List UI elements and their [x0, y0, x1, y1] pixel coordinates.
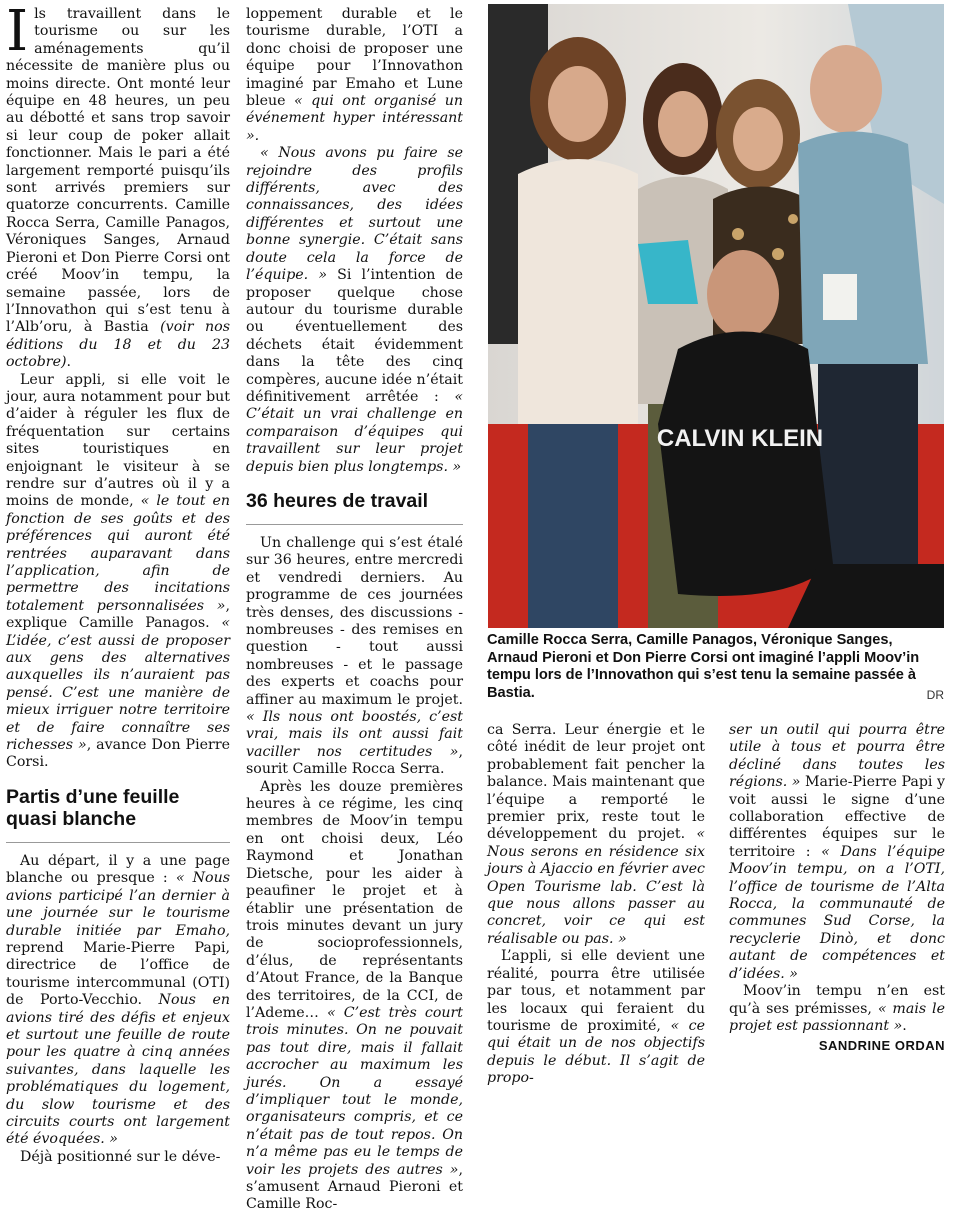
article-column-4	[729, 722, 945, 1055]
drop-cap: I	[6, 0, 29, 64]
paragraph: « Nous avons pu faire se rejoindre des profils différents, avec des connaissances, des idées différentes et surtout une bonne synergie. C’était sans doute cela la force de l’équipe. » Si l’intention de proposer quelque chose autour du tourisme durable ou éventuellement des déchets était évidemment dans la tête des cinq compères, aucune idée n’était définitivement arrêtée : « C’était un vrai challenge en comparaison d’équipes qui travaillent sur leur projet depuis bien plus longtemps. »	[246, 145, 463, 475]
paragraph: Après les douze premières heures à ce régime, les cinq membres de Moov’in tempu en ont choisi deux, Léo Raymond et Jonathan Dietsche, pour les aider à peaufiner le projet et à établir une présentation de trois minutes devant un jury de socioprofessionnels, d’élus, de représentants d’Atout France, de la Banque des territoires, de la CCI, de l’Ademe… « C’est très court trois minutes. On ne pouvait pas tout dire, mais il fallait accrocher au maximum les jurés. On a essayé d’impliquer tout le monde, organisateurs compris, et ce n’était pas de tout repos. On n’a même pas eu le temps de voir les projets des autres », s’amusent Arnaud Pieroni et Camille Roc-	[246, 778, 463, 1213]
subheading-36-heures: 36 heures de travail	[246, 490, 463, 525]
paragraph: loppement durable et le tourisme durable, l’OTI a donc choisi de proposer une équipe pour l’Innovathon imaginé par Emaho et Lune bleue « qui ont organisé un événement hyper intéressant ».	[246, 6, 463, 144]
article-column-1	[6, 0, 230, 1166]
article-column-3	[487, 722, 705, 1088]
author-signature: SANDRINE ORDAN	[818, 1038, 945, 1054]
photo-credit: DR	[926, 688, 944, 702]
team-photo	[488, 4, 944, 628]
paragraph: L’appli, si elle devient une réalité, pourra être utilisée par tous, et notamment par les locaux qui feraient du tourisme de proximité, « ce qui était un de nos objectifs depuis le début. Il s’agit de propo-	[487, 948, 705, 1087]
article-column-2	[246, 6, 463, 1214]
intro-paragraph: Ils travaillent dans le tourisme ou sur les aménagements qu’il nécessite de manière plus ou moins directe. Ont monté leur équipe en 48 heures, un peu au débotté et sans trop savoir si leur coup de poker allait fonctionner. Mais le pari a été largement remporté puisqu’ils sont arrivés premiers sur quatorze concurrents. Camille Rocca Serra, Camille Panagos, Véroniques Sanges, Arnaud Pieroni et Don Pierre Corsi ont créé Moov’in tempu, la semaine passée, lors de l’Innovathon qui s’est tenu à l’Alb’oru, à Bastia (voir nos éditions du 18 et du 23 octobre).	[6, 0, 230, 371]
paragraph: Moov’in tempu n’en est qu’à ses prémisses, « mais le projet est passionnant ».	[729, 983, 945, 1034]
paragraph: ser un outil qui pourra être utile à tous et pourra être décliné dans toutes les régions. » Marie-Pierre Papi y voit aussi le signe d’une collaboration effective de différentes équipes sur le territoire : « Dans l’équipe Moov’in tempu, on a l’OTI, l’office de tourisme de l’Alta Rocca, la communauté de communes Sud Corse, la recyclerie Dinò, et donc autant de compétences et d’idées. »	[729, 722, 945, 982]
team-photo-illustration	[488, 4, 944, 628]
paragraph: Un challenge qui s’est étalé sur 36 heures, entre mercredi et vendredi derniers. Au programme de ces journées très denses, des discussions - nombreuses - des remises en question - tout aussi nombreuses - et le passage des experts et coachs pour affiner au maximum le projet. « Ils nous ont boostés, c’est vrai, mais ils ont aussi fait vaciller nos certitudes », sourit Camille Rocca Serra.	[246, 534, 463, 778]
paragraph: ca Serra. Leur énergie et le côté inédit de leur projet ont probablement fait pencher la balance. Mais maintenant que l’équipe a remporté le premier prix, reste tout le développement du projet. « Nous serons en résidence six jours à Ajaccio en février avec Open Tourisme lab. C’est là que nous allons passer au concret, voir ce qui est réalisable ou pas. »	[487, 722, 705, 947]
paragraph: Au départ, il y a une page blanche ou presque : « Nous avions participé l’an dernier à une journée sur le tourisme durable initiée par Emaho, reprend Marie-Pierre Papi, directrice de l’office de tourisme intercommunal (OTI) de Porto-Vecchio. Nous en avions tiré des défis et enjeux et surtout une feuille de route pour les quatre à cinq années suivantes, dans laquelle les problématiques du logement, du slow tourisme et des circuits courts ont largement été évoquées. »	[6, 852, 230, 1148]
paragraph: Leur appli, si elle voit le jour, aura notamment pour but d’aider à réguler les flux de fréquentation sur certains sites touristiques en enjoignant le visiteur à se rendre sur d’autres où il y a moins de monde, « le tout en fonction de ses goûts et des préférences qui auront été rentrées auparavant dans l’application, afin de permettre des incitations totalement personnalisées », explique Camille Panagos. « L’idée, c’est aussi de proposer aux gens des alternatives auxquelles ils n’auraient pas pensé. C’est une manière de mieux irriguer notre territoire et de faire connaître ses richesses », avance Don Pierre Corsi.	[6, 371, 230, 771]
photo-caption: Camille Rocca Serra, Camille Panagos, Véronique Sanges, Arnaud Pieroni et Don Pierre Corsi ont imaginé l’appli Moov’in tempu lors de l’Innovathon qui s’est tenu la semaine passée à Bastia.	[487, 632, 920, 701]
shirt-logo-text: CALVIN KLEIN	[656, 425, 824, 452]
subheading-partis: Partis d’une feuille quasi blanche	[6, 786, 230, 843]
paragraph: Déjà positionné sur le déve-	[20, 1148, 221, 1165]
